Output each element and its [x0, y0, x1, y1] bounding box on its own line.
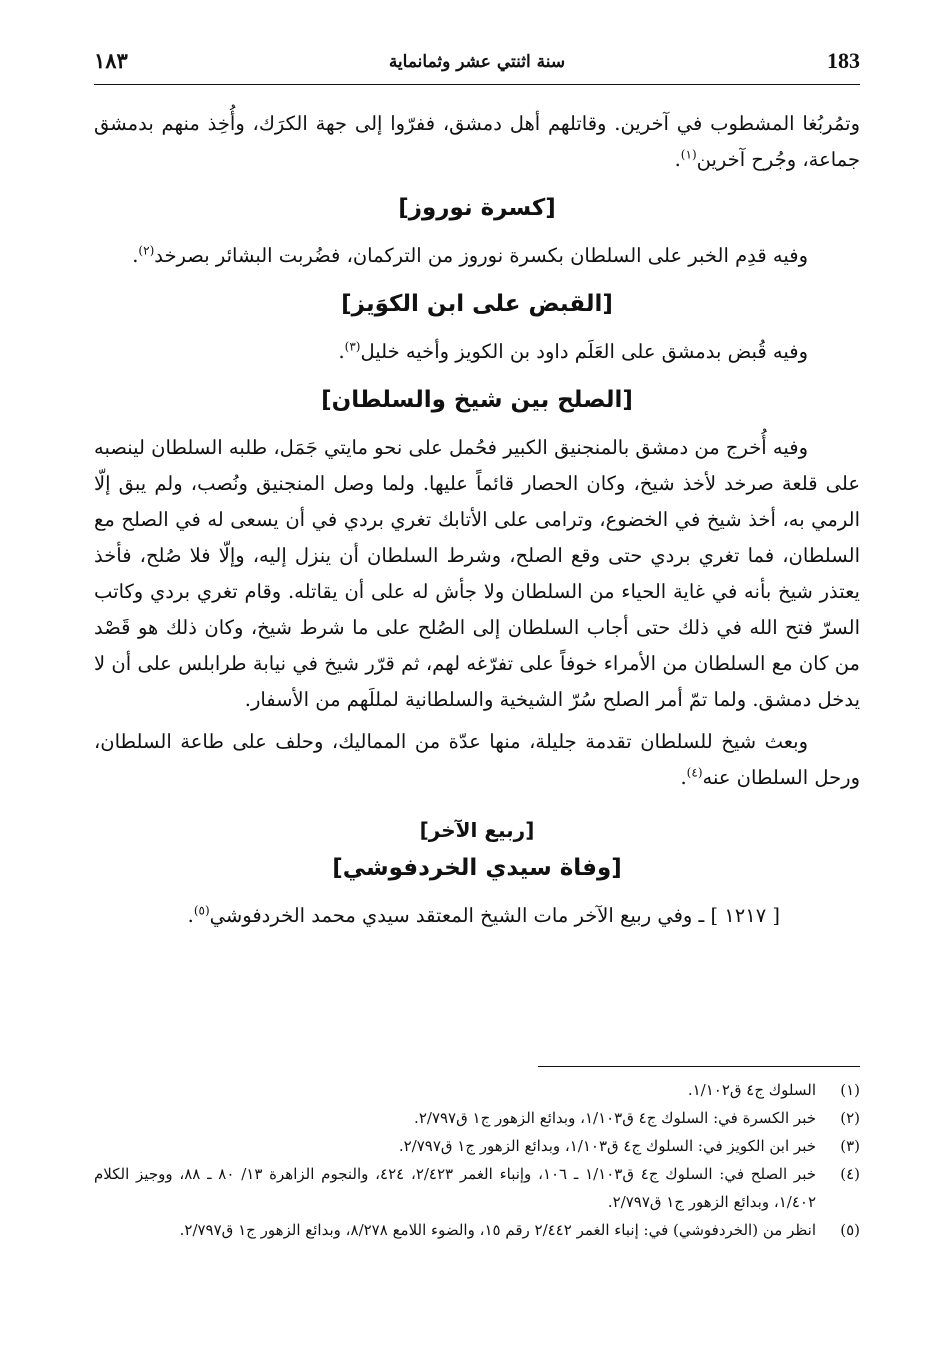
- footnote-text: خبر ابن الكويز في: السلوك ج٤ ق١/١٠٣، وبدائع الزهور ج١ ق٢/٧٩٧.: [398, 1137, 816, 1155]
- month-heading: [ربيع الآخر]: [419, 818, 535, 842]
- footnote-item: [94, 1076, 860, 1104]
- footnote-text: خبر الصلح في: السلوك ج٤ ق١/١٠٣ ـ ١٠٦، وإنباء الغمر ٢/٤٢٣، ٤٢٤، والنجوم الزاهرة ١٣/ ٨٠ ـ ٨٨، ووجيز الكلام ١/٤٠٢، وبدائع الزهور ج١ ق٢/٧٩٧.: [94, 1165, 817, 1211]
- footnote-text: خبر الكسرة في: السلوك ج٤ ق١/١٠٣، وبدائع الزهور ج١ ق٢/٧٩٧.: [414, 1109, 816, 1127]
- section-heading-peace: [الصلح بين شيخ والسلطان]: [321, 387, 633, 413]
- footnote-item: [94, 1216, 860, 1244]
- footnote-number: (٤): [840, 1165, 860, 1183]
- page-header: [94, 44, 860, 85]
- opening-paragraph: وتمُربُغا المشطوب في آخرين. وقاتلهم أهل دمشق، ففرّوا إلى جهة الكرَك، وأُخِذ منهم بدمشق جماعة، وجُرح آخرين$^{(١)}$.: [94, 112, 860, 171]
- footnote-text: انظر من (الخردفوشي) في: إنباء الغمر ٢/٤٤٢ رقم ١٥، والضوء اللامع ٨/٢٧٨، وبدائع الزهور ج١ ق٢/٧٩٧.: [179, 1221, 816, 1239]
- paragraph-defeat-nawruz: وفيه قدِم الخبر على السلطان بكسرة نوروز من التركمان، فضُربت البشائر بصرخد$^{(٢)}$.: [132, 243, 808, 267]
- footnote-number: (٢): [840, 1109, 860, 1127]
- footnote-ref: (١): [680, 147, 697, 162]
- footnote-number: (٥): [840, 1221, 860, 1239]
- footnote-ref: (٤): [686, 765, 703, 780]
- footnote-item: [94, 1104, 860, 1132]
- footnote-number: (٣): [840, 1137, 860, 1155]
- footnotes: [94, 1076, 860, 1244]
- page-number-latin: 183: [827, 48, 860, 73]
- running-title: سنة اثنتي عشر وثمانماية: [388, 52, 566, 72]
- page-number-arabic: ١٨٣: [94, 48, 128, 73]
- footnote-divider: [538, 1066, 860, 1067]
- main-text: [94, 106, 860, 934]
- footnote-ref: (٢): [138, 243, 155, 258]
- entry-paragraph: [ ١٢١٧ ] ـ وفي ربيع الآخر مات الشيخ المعتقد سيدي محمد الخردفوشي$^{(٥)}$.: [187, 903, 780, 927]
- paragraph-peace: وفيه أُخرج من دمشق بالمنجنيق الكبير فحُمل على نحو مايتي جَمَل، طلبه السلطان لينصبه على قلعة صرخد لأخذ شيخ، وكان الحصار قائماً عليها. ولما وصل المنجنيق ونُصب، ولم يبق إلّا الرمي به، أخذ شيخ في الخضوع، وترامى على الأتابك تغري بردي في أن يسعى له في الصلح مع السلطان، فما تغري بردي حتى وقع الصلح، وشرط السلطان أن ينزل إليه، وإلّا فلا صُلح، فأخذ يعتذر شيخ بأنه في غاية الحياء من السلطان ولا جأش له على أن يقاتله. وقام تغري بردي وكاتب السرّ فتح الله في ذلك حتى أجاب السلطان إلى الصُلح على ما شرط شيخ، وكان ذلك هو قَصْد من كان مع السلطان من الأمراء خوفاً على تفرّغه لهم، ثم قرّر شيخ في نيابة طرابلس على أن لا يدخل دمشق. ولما تمّ أمر الصلح سُرّ الشيخية والسلطانية لمللَهم من الأسفار.: [94, 436, 860, 711]
- section-heading-death: [وفاة سيدي الخردفوشي]: [332, 855, 622, 881]
- section-heading-defeat-nawruz: [كسرة نوروز]: [398, 195, 556, 221]
- paragraph-tribute: وبعث شيخ للسلطان تقدمة جليلة، منها عدّة من المماليك، وحلف على طاعة السلطان، ورحل السلطان عنه$^{(٤)}$.: [94, 730, 860, 789]
- footnote-ref: (٥): [193, 903, 210, 918]
- footnote-text: السلوك ج٤ ق١/١٠٢.: [687, 1081, 816, 1099]
- paragraph-arrest: وفيه قُبض بدمشق على العَلَم داود بن الكويز وأخيه خليل$^{(٣)}$.: [338, 339, 808, 363]
- footnote-ref: (٣): [344, 339, 361, 354]
- footnote-number: (١): [840, 1081, 860, 1099]
- entry-number: [ ١٢١٧ ]: [710, 904, 780, 927]
- footnote-item: [94, 1132, 860, 1160]
- footnote-item: [94, 1160, 860, 1216]
- section-heading-arrest: [القبض على ابن الكوَيز]: [341, 291, 613, 317]
